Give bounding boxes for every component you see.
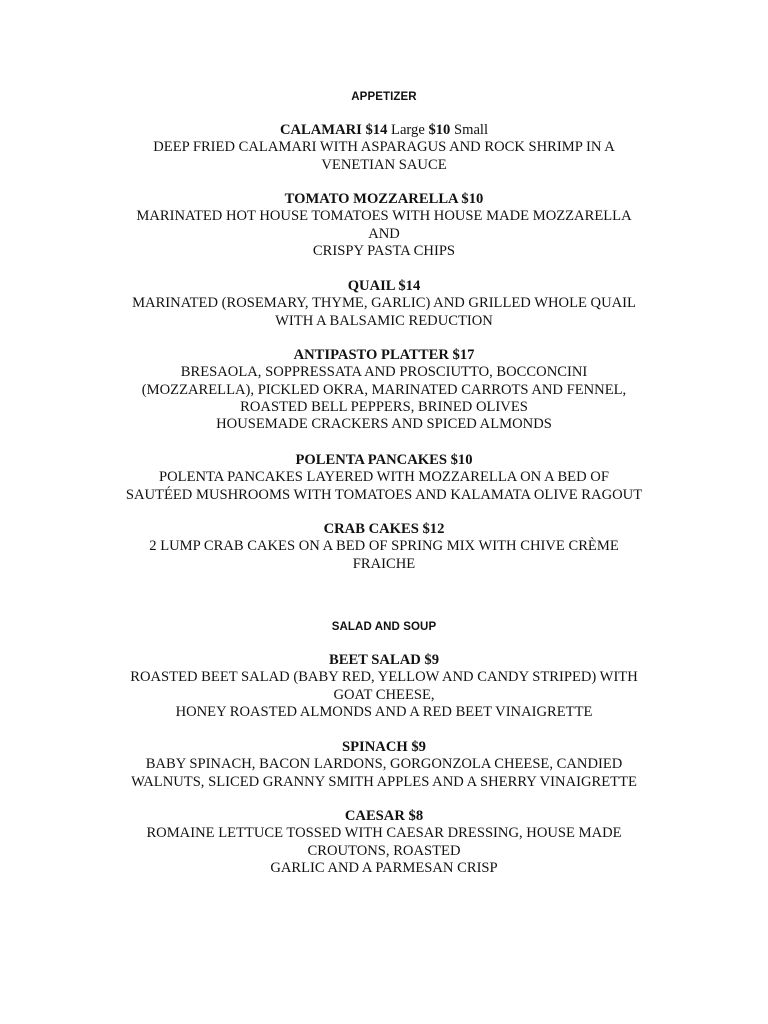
item-desc-line: BRESAOLA, SOPPRESSATA AND PROSCIUTTO, BOCCONCINI (180, 364, 588, 381)
menu-item-antipasto-platter (0, 347, 768, 433)
item-title (0, 808, 768, 825)
item-price: $10 (428, 122, 451, 138)
menu-item-polenta-pancakes (0, 452, 768, 504)
menu-item-crab-cakes (0, 521, 768, 573)
item-name: SPINACH $9 (342, 739, 426, 755)
item-title (0, 191, 768, 208)
item-title (0, 278, 768, 295)
item-name: CRAB CAKES $12 (323, 521, 445, 537)
item-desc-line: POLENTA PANCAKES LAYERED WITH MOZZARELLA ON A BED OF (159, 469, 609, 486)
item-desc-line: MARINATED (ROSEMARY, THYME, GARLIC) AND GRILLED WHOLE QUAIL (132, 295, 636, 312)
item-title (0, 347, 768, 364)
item-title (0, 652, 768, 669)
item-desc-line: HOUSEMADE CRACKERS AND SPICED ALMONDS (216, 416, 552, 433)
menu-item-tomato-mozzarella (0, 191, 768, 260)
menu-item-calamari (0, 122, 768, 174)
item-desc-line: VENETIAN SAUCE (321, 156, 447, 173)
item-desc-line: HONEY ROASTED ALMONDS AND A RED BEET VINAIGRETTE (175, 703, 593, 720)
item-name: CAESAR $8 (344, 808, 424, 824)
item-name: QUAIL $14 (347, 278, 421, 294)
item-desc-line: CRISPY PASTA CHIPS (312, 242, 456, 259)
item-desc-line: SAUTÉED MUSHROOMS WITH TOMATOES AND KALAMATA OLIVE RAGOUT (125, 486, 643, 503)
item-desc-line: WALNUTS, SLICED GRANNY SMITH APPLES AND A SHERRY VINAIGRETTE (131, 773, 637, 790)
item-desc-line: BABY SPINACH, BACON LARDONS, GORGONZOLA CHEESE, CANDIED (145, 756, 623, 773)
item-desc-line: GOAT CHEESE, (333, 686, 435, 703)
item-desc-line: MARINATED HOT HOUSE TOMATOES WITH HOUSE MADE MOZZARELLA (136, 208, 632, 225)
item-desc-line: (MOZZARELLA), PICKLED OKRA, MARINATED CARROTS AND FENNEL, (141, 381, 627, 398)
item-desc-line: WITH A BALSAMIC REDUCTION (275, 312, 493, 329)
item-desc-line: CROUTONS, ROASTED (307, 842, 461, 859)
item-desc-line: ROASTED BELL PEPPERS, BRINED OLIVES (240, 398, 528, 415)
item-size-label: Small (450, 122, 489, 138)
item-name: TOMATO MOZZARELLA $10 (284, 191, 484, 207)
item-desc-line: DEEP FRIED CALAMARI WITH ASPARAGUS AND ROCK SHRIMP IN A (153, 139, 615, 156)
item-name: ANTIPASTO PLATTER $17 (293, 347, 475, 363)
item-title (0, 739, 768, 756)
section-heading-salad-and-soup: SALAD AND SOUP (331, 621, 437, 633)
section-heading-appetizer: APPETIZER (351, 91, 417, 103)
item-title (0, 521, 768, 538)
item-desc-line: AND (368, 225, 400, 242)
item-name: CALAMARI $14 (279, 122, 388, 138)
item-title (0, 452, 768, 469)
item-desc-line: ROASTED BEET SALAD (BABY RED, YELLOW AND CANDY STRIPED) WITH (130, 669, 638, 686)
item-size-label: Large (387, 122, 429, 138)
item-title (0, 122, 768, 139)
menu-item-beet-salad (0, 652, 768, 721)
menu-item-caesar (0, 808, 768, 877)
menu-item-spinach (0, 739, 768, 791)
item-desc-line: 2 LUMP CRAB CAKES ON A BED OF SPRING MIX WITH CHIVE CRÈME (149, 538, 619, 555)
item-name: POLENTA PANCAKES $10 (295, 452, 473, 468)
item-desc-line: ROMAINE LETTUCE TOSSED WITH CAESAR DRESSING, HOUSE MADE (146, 825, 622, 842)
menu-item-quail (0, 278, 768, 330)
item-name: BEET SALAD $9 (328, 652, 440, 668)
item-desc-line: FRAICHE (352, 555, 416, 572)
item-desc-line: GARLIC AND A PARMESAN CRISP (270, 859, 498, 876)
